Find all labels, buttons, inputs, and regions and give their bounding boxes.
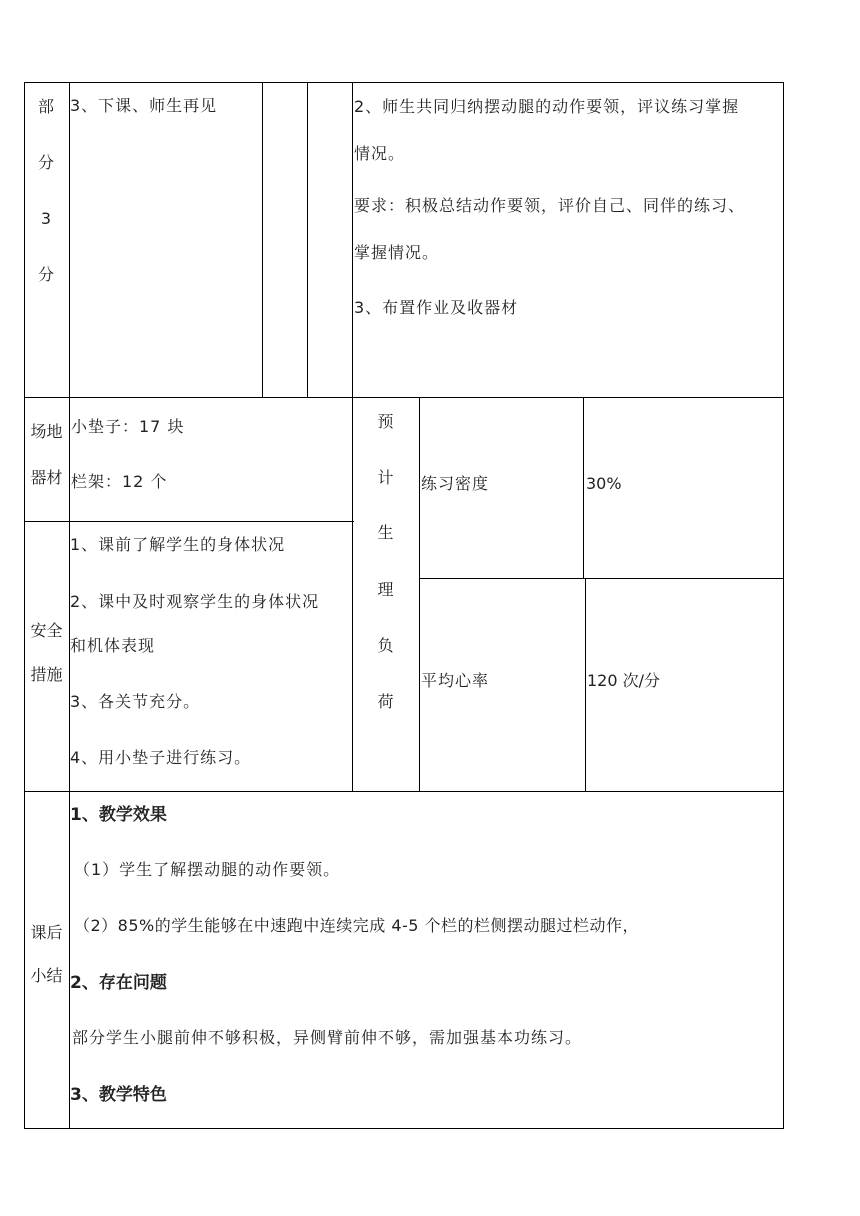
equipment-item: 栏架：12 个: [71, 472, 168, 491]
summary-heading: 3、教学特色: [70, 1085, 167, 1105]
row-divider-equipment-safety: [24, 521, 354, 522]
summary-line: （1）学生了解摆动腿的动作要领。: [74, 860, 341, 879]
summary-line: （2）85%的学生能够在中速跑中连续完成 4-5 个栏的栏侧摆动腿过栏动作，: [74, 916, 640, 935]
safety-item: 和机体表现: [70, 636, 156, 655]
section-label-char: 分: [37, 265, 55, 284]
section-label-char: 3: [40, 209, 53, 228]
activity-line: 掌握情况。: [354, 243, 440, 262]
summary-heading: 2、存在问题: [70, 973, 167, 993]
activity-line: 2、师生共同归纳摆动腿的动作要领，评议练习掌握: [354, 97, 740, 116]
density-value-divider: [583, 397, 584, 579]
safety-item: 3、各关节充分。: [70, 692, 201, 711]
row-divider-density-heartrate: [419, 578, 784, 579]
summary-line: 部分学生小腿前伸不够积极，异侧臂前伸不够，需加强基本功练习。: [72, 1028, 583, 1047]
section-label-char: 分: [37, 153, 55, 172]
safety-item: 2、课中及时观察学生的身体状况: [70, 592, 320, 611]
heart-rate-label: 平均心率: [421, 671, 490, 690]
summary-heading: 1、教学效果: [70, 805, 167, 825]
physio-label-divider: [419, 397, 420, 792]
safety-item: 1、课前了解学生的身体状况: [70, 535, 286, 554]
table-border-top: [24, 82, 784, 83]
row-divider-1: [24, 397, 784, 398]
safety-item: 4、用小垫子进行练习。: [70, 748, 252, 767]
activity-line: 3、布置作业及收器材: [354, 298, 519, 317]
top-column-divider-b: [307, 82, 308, 398]
activity-line: 情况。: [354, 144, 406, 163]
activity-line: 要求：积极总结动作要领，评价自己、同伴的练习、: [354, 196, 746, 215]
density-label: 练习密度: [421, 474, 490, 493]
heart-rate-value: 120 次/分: [587, 671, 661, 690]
equipment-item: 小垫子：17 块: [71, 417, 185, 436]
top-column-divider-a: [262, 82, 263, 398]
table-border-right: [783, 82, 784, 1129]
density-value: 30%: [586, 474, 622, 493]
table-border-bottom: [24, 1128, 784, 1129]
middle-column-divider: [352, 82, 353, 792]
class-end-item: 3、下课、师生再见: [70, 96, 218, 115]
section-label-char: 部: [37, 97, 55, 116]
heartrate-value-divider: [585, 578, 586, 792]
row-divider-2: [24, 791, 784, 792]
